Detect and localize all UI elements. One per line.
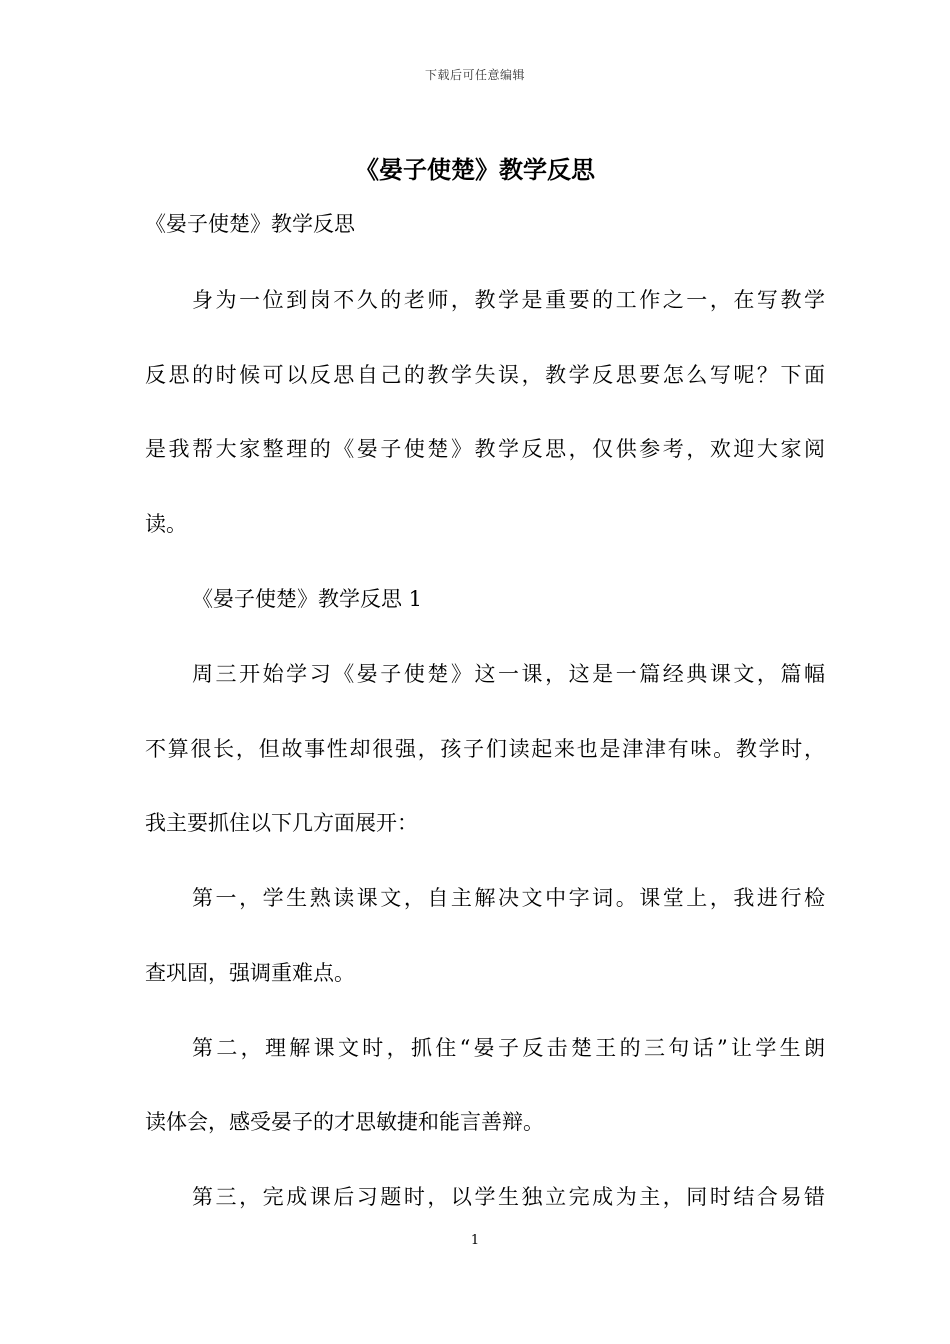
paragraph-line: 第一，学生熟读课文，自主解决文中字词。课堂上，我进行检	[192, 886, 825, 910]
paragraph-line: 第二，理解课文时，抓住“晏子反击楚王的三句话”让学生朗	[192, 1036, 825, 1060]
header-note: 下载后可任意编辑	[424, 68, 525, 82]
page-number: 1	[470, 1233, 480, 1248]
document-title: 《晏子使楚》教学反思	[355, 155, 595, 184]
paragraph-line: 第三，完成课后习题时，以学生独立完成为主，同时结合易错	[192, 1185, 825, 1209]
paragraph-line: 身为一位到岗不久的老师，教学是重要的工作之一，在写教学	[192, 288, 825, 312]
subtitle-line: 《晏子使楚》教学反思	[145, 212, 355, 236]
section-heading: 《晏子使楚》教学反思 1	[192, 587, 423, 611]
paragraph-line: 我主要抓住以下几方面展开：	[145, 811, 418, 835]
paragraph-line: 读体会，感受晏子的才思敏捷和能言善辩。	[145, 1110, 544, 1134]
paragraph-line: 是我帮大家整理的《晏子使楚》教学反思，仅供参考，欢迎大家阅	[145, 437, 825, 461]
paragraph-line: 周三开始学习《晏子使楚》这一课，这是一篇经典课文，篇幅	[192, 662, 825, 686]
paragraph-line: 读。	[145, 512, 187, 536]
paragraph-line: 查巩固，强调重难点。	[145, 961, 355, 985]
paragraph-line: 不算很长，但故事性却很强，孩子们读起来也是津津有味。教学时，	[145, 737, 825, 761]
paragraph-line: 反思的时候可以反思自己的教学失误，教学反思要怎么写呢？下面	[145, 363, 825, 387]
